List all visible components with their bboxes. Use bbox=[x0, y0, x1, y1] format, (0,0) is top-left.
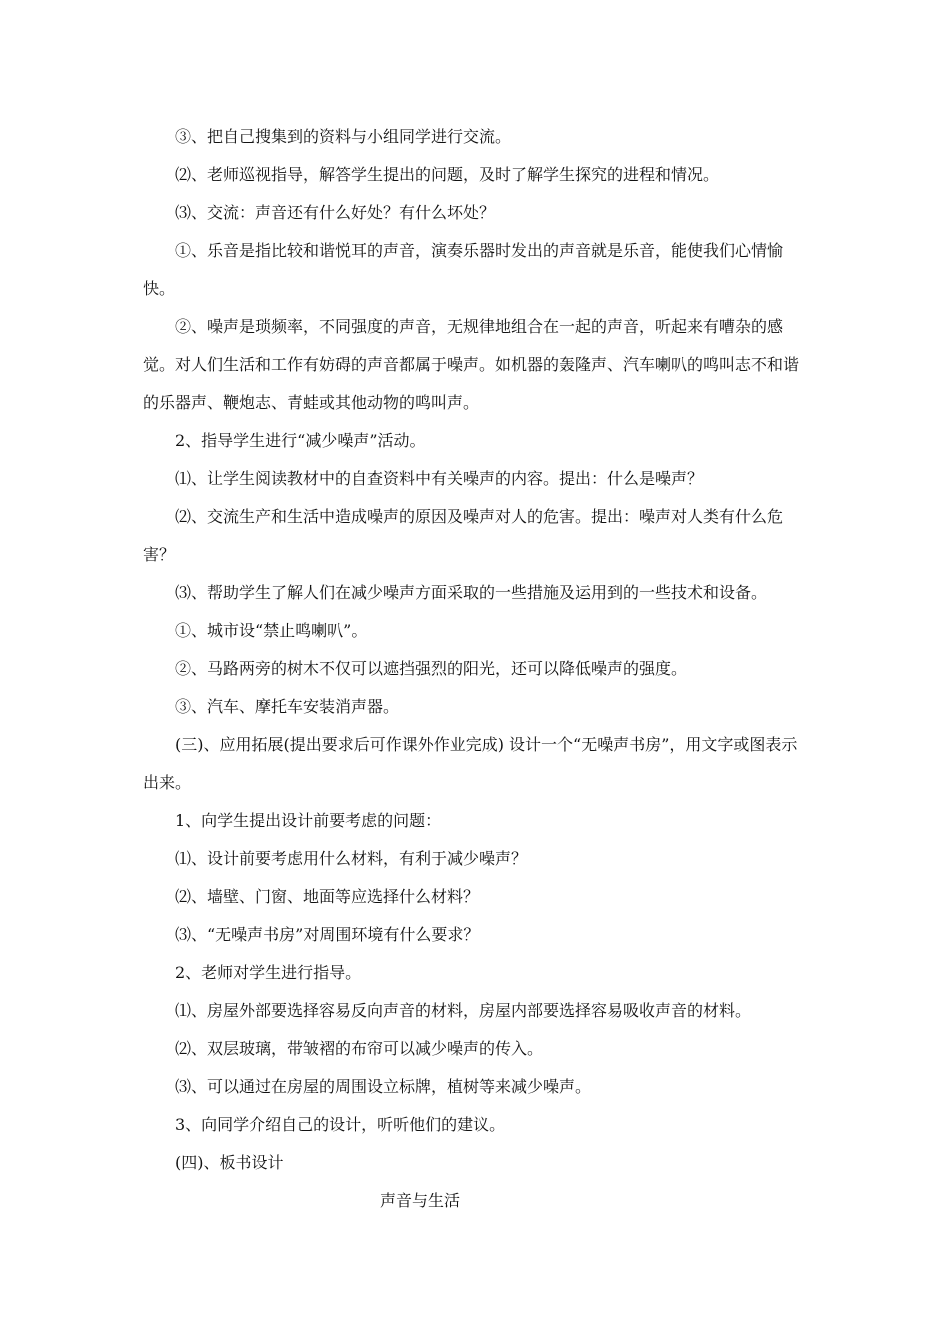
paragraph-16: ⑵、墙壁、门窗、地面等应选择什么材料？ bbox=[175, 887, 480, 906]
paragraph-20: ⑵、双层玻璃，带皱褶的布帘可以减少噪声的传入。 bbox=[175, 1039, 544, 1058]
paragraph-19: ⑴、房屋外部要选择容易反向声音的材料，房屋内部要选择容易吸收声音的材料。 bbox=[175, 1001, 752, 1020]
paragraph-17: ⑶、“无噪声书房”对周围环境有什么要求？ bbox=[175, 925, 480, 944]
paragraph-3: ⑶、交流：声音还有什么好处？有什么坏处？ bbox=[175, 203, 496, 222]
paragraph-13: (三)、应用拓展(提出要求后可作课外作业完成) 设计一个“无噪声书房”，用文字或图表示出来。 bbox=[143, 735, 798, 792]
paragraph-15: ⑴、设计前要考虑用什么材料，有利于减少噪声？ bbox=[175, 849, 528, 868]
paragraph-7: ⑴、让学生阅读教材中的自查资料中有关噪声的内容。提出：什么是噪声？ bbox=[175, 469, 704, 488]
paragraph-23: (四)、板书设计 bbox=[175, 1153, 284, 1172]
paragraph-10: ①、城市设“禁止鸣喇叭”。 bbox=[175, 621, 368, 640]
paragraph-4: ①、乐音是指比较和谐悦耳的声音，演奏乐器时发出的声音就是乐音，能使我们心情愉快。 bbox=[143, 241, 784, 298]
paragraph-8: ⑵、交流生产和生活中造成噪声的原因及噪声对人的危害。提出：噪声对人类有什么危害？ bbox=[143, 507, 784, 564]
paragraph-2: ⑵、老师巡视指导，解答学生提出的问题，及时了解学生探究的进程和情况。 bbox=[175, 165, 720, 184]
paragraph-12: ③、汽车、摩托车安装消声器。 bbox=[175, 697, 400, 716]
paragraph-5: ②、噪声是琐频率，不同强度的声音，无规律地组合在一起的声音，听起来有嘈杂的感觉。对人们生活和工作有妨碍的声音都属于噪声。如机器的轰隆声、汽车喇叭的鸣叫志不和谐的乐器声、鞭炮志、青蛙或其他动物的鸣叫声。 bbox=[143, 317, 800, 412]
paragraph-9: ⑶、帮助学生了解人们在减少噪声方面采取的一些措施及运用到的一些技术和设备。 bbox=[175, 583, 768, 602]
paragraph-6: 2、指导学生进行“减少噪声”活动。 bbox=[175, 431, 426, 450]
document-body bbox=[143, 118, 808, 1220]
paragraph-22: 3、向同学介绍自己的设计，听听他们的建议。 bbox=[175, 1115, 506, 1134]
paragraph-1: ③、把自己搜集到的资料与小组同学进行交流。 bbox=[175, 127, 512, 146]
paragraph-18: 2、老师对学生进行指导。 bbox=[175, 963, 362, 982]
paragraph-14: 1、向学生提出设计前要考虑的问题： bbox=[175, 811, 442, 830]
paragraph-11: ②、马路两旁的树木不仅可以遮挡强烈的阳光，还可以降低噪声的强度。 bbox=[175, 659, 688, 678]
board-design-title: 声音与生活 bbox=[380, 1191, 461, 1210]
paragraph-21: ⑶、可以通过在房屋的周围设立标牌，植树等来减少噪声。 bbox=[175, 1077, 592, 1096]
